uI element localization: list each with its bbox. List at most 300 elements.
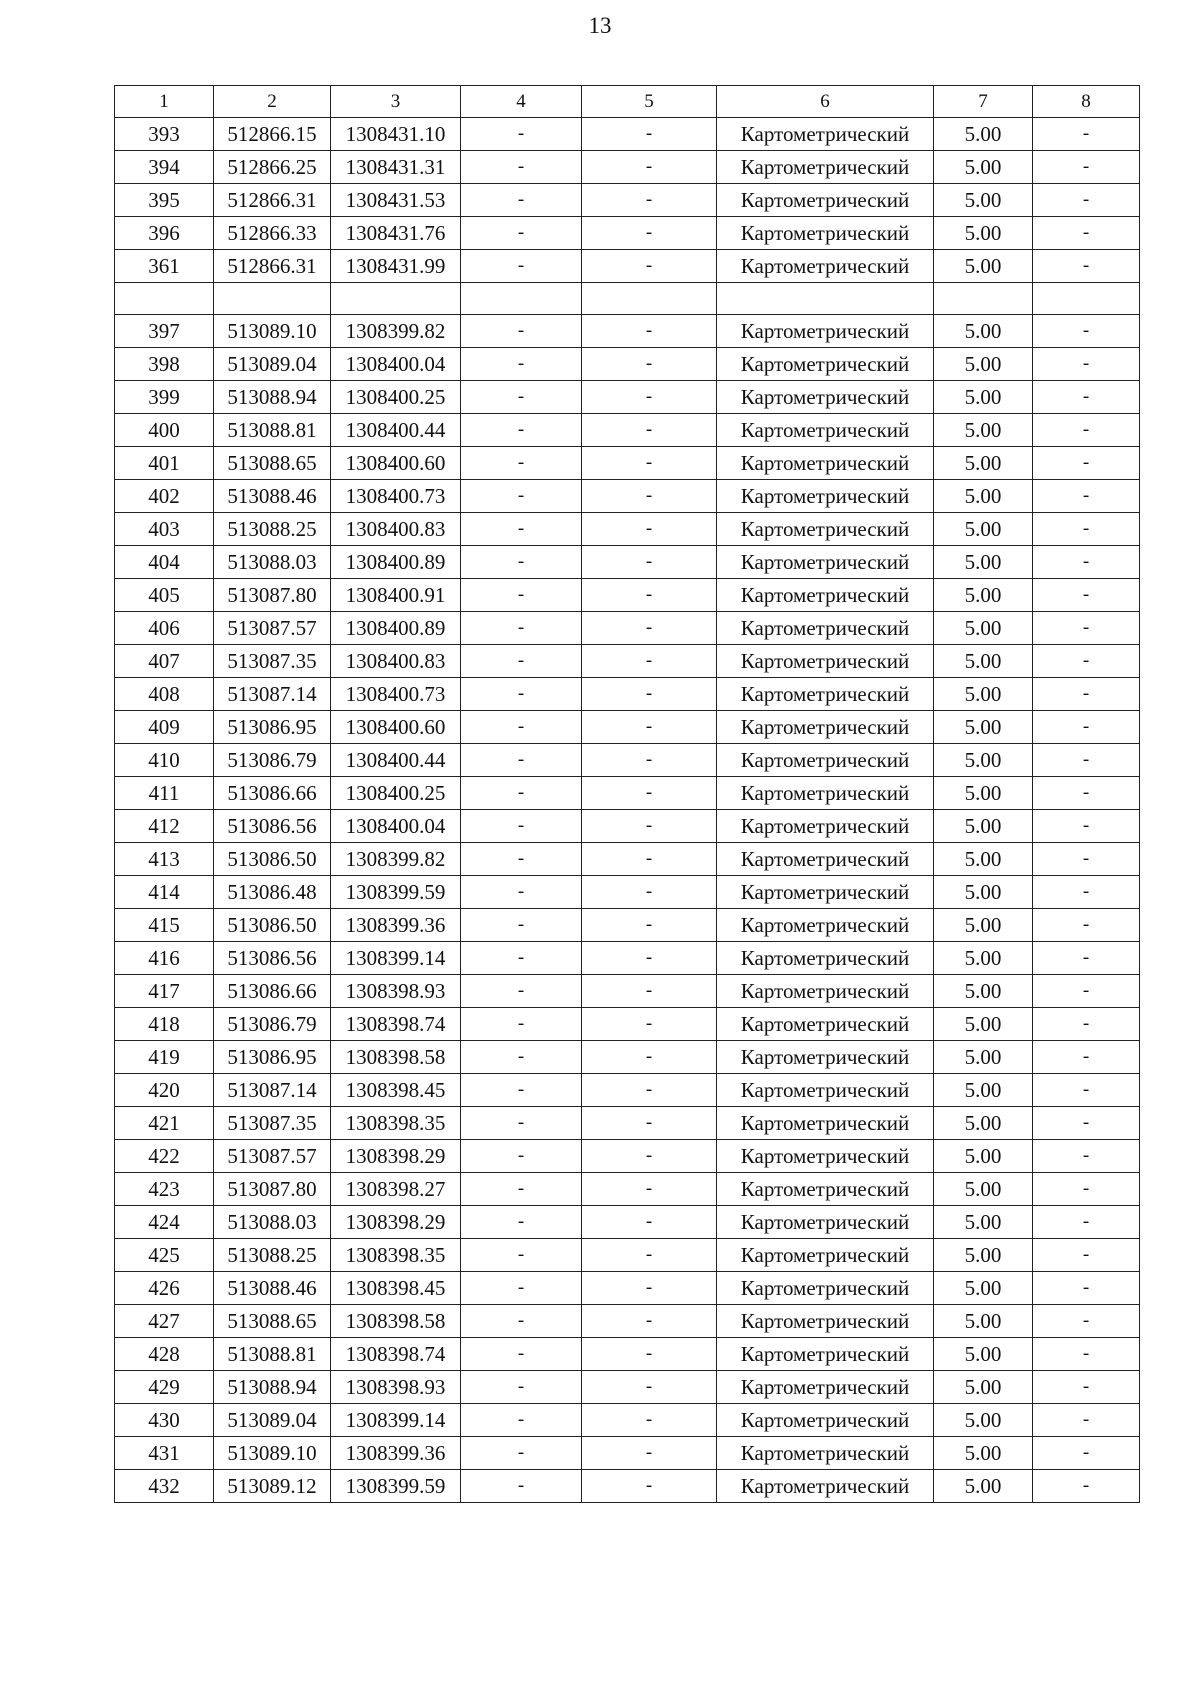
x-coordinate-cell: 512866.31 bbox=[214, 184, 331, 217]
col-8-cell: - bbox=[1033, 1008, 1140, 1041]
point-number-cell: 361 bbox=[115, 250, 214, 283]
col-4-cell: - bbox=[461, 876, 582, 909]
x-coordinate-cell: 513087.80 bbox=[214, 1173, 331, 1206]
x-coordinate-cell: 513086.66 bbox=[214, 975, 331, 1008]
col-4-cell bbox=[461, 283, 582, 315]
method-cell: Картометрический bbox=[717, 546, 934, 579]
col-5-cell: - bbox=[582, 711, 717, 744]
col-5-cell: - bbox=[582, 1305, 717, 1338]
col-4-cell: - bbox=[461, 711, 582, 744]
col-8-cell: - bbox=[1033, 414, 1140, 447]
point-number-cell: 431 bbox=[115, 1437, 214, 1470]
accuracy-cell: 5.00 bbox=[934, 876, 1033, 909]
x-coordinate-cell: 513086.50 bbox=[214, 843, 331, 876]
point-number-cell: 422 bbox=[115, 1140, 214, 1173]
col-5-cell: - bbox=[582, 1470, 717, 1503]
accuracy-cell: 5.00 bbox=[934, 1008, 1033, 1041]
y-coordinate-cell: 1308398.35 bbox=[331, 1107, 461, 1140]
method-cell: Картометрический bbox=[717, 447, 934, 480]
y-coordinate-cell: 1308398.58 bbox=[331, 1305, 461, 1338]
x-coordinate-cell: 513088.25 bbox=[214, 1239, 331, 1272]
col-5-cell bbox=[582, 283, 717, 315]
accuracy-cell: 5.00 bbox=[934, 1107, 1033, 1140]
col-5-cell: - bbox=[582, 348, 717, 381]
accuracy-cell: 5.00 bbox=[934, 414, 1033, 447]
method-cell: Картометрический bbox=[717, 1140, 934, 1173]
point-number-cell: 430 bbox=[115, 1404, 214, 1437]
accuracy-cell: 5.00 bbox=[934, 480, 1033, 513]
col-4-cell: - bbox=[461, 612, 582, 645]
x-coordinate-cell: 513086.95 bbox=[214, 711, 331, 744]
col-8-cell: - bbox=[1033, 447, 1140, 480]
method-cell: Картометрический bbox=[717, 612, 934, 645]
method-cell: Картометрический bbox=[717, 1272, 934, 1305]
point-number-cell: 403 bbox=[115, 513, 214, 546]
column-header: 3 bbox=[331, 86, 461, 118]
x-coordinate-cell: 513089.12 bbox=[214, 1470, 331, 1503]
x-coordinate-cell: 513086.66 bbox=[214, 777, 331, 810]
col-8-cell: - bbox=[1033, 1041, 1140, 1074]
point-number-cell: 393 bbox=[115, 118, 214, 151]
method-cell: Картометрический bbox=[717, 678, 934, 711]
table-row bbox=[115, 579, 1140, 612]
col-8-cell: - bbox=[1033, 381, 1140, 414]
accuracy-cell: 5.00 bbox=[934, 1173, 1033, 1206]
y-coordinate-cell: 1308431.31 bbox=[331, 151, 461, 184]
point-number-cell: 424 bbox=[115, 1206, 214, 1239]
y-coordinate-cell: 1308431.99 bbox=[331, 250, 461, 283]
method-cell: Картометрический bbox=[717, 184, 934, 217]
col-4-cell: - bbox=[461, 217, 582, 250]
point-number-cell: 406 bbox=[115, 612, 214, 645]
table-row bbox=[115, 909, 1140, 942]
accuracy-cell: 5.00 bbox=[934, 118, 1033, 151]
col-5-cell: - bbox=[582, 1041, 717, 1074]
col-8-cell: - bbox=[1033, 217, 1140, 250]
point-number-cell: 421 bbox=[115, 1107, 214, 1140]
point-number-cell: 409 bbox=[115, 711, 214, 744]
x-coordinate-cell: 513087.14 bbox=[214, 678, 331, 711]
y-coordinate-cell: 1308400.73 bbox=[331, 480, 461, 513]
col-5-cell: - bbox=[582, 744, 717, 777]
col-8-cell: - bbox=[1033, 315, 1140, 348]
y-coordinate-cell: 1308398.58 bbox=[331, 1041, 461, 1074]
col-4-cell: - bbox=[461, 1338, 582, 1371]
method-cell: Картометрический bbox=[717, 843, 934, 876]
col-5-cell: - bbox=[582, 1371, 717, 1404]
col-5-cell: - bbox=[582, 1272, 717, 1305]
table-row bbox=[115, 414, 1140, 447]
col-4-cell: - bbox=[461, 381, 582, 414]
col-8-cell: - bbox=[1033, 645, 1140, 678]
accuracy-cell bbox=[934, 283, 1033, 315]
method-cell: Картометрический bbox=[717, 1107, 934, 1140]
col-4-cell: - bbox=[461, 777, 582, 810]
accuracy-cell: 5.00 bbox=[934, 1074, 1033, 1107]
table-row bbox=[115, 843, 1140, 876]
y-coordinate-cell: 1308398.29 bbox=[331, 1140, 461, 1173]
col-8-cell: - bbox=[1033, 1437, 1140, 1470]
x-coordinate-cell: 513086.95 bbox=[214, 1041, 331, 1074]
accuracy-cell: 5.00 bbox=[934, 151, 1033, 184]
col-4-cell: - bbox=[461, 942, 582, 975]
x-coordinate-cell: 513086.79 bbox=[214, 744, 331, 777]
col-5-cell: - bbox=[582, 579, 717, 612]
method-cell: Картометрический bbox=[717, 1239, 934, 1272]
y-coordinate-cell: 1308399.59 bbox=[331, 876, 461, 909]
y-coordinate-cell: 1308400.04 bbox=[331, 810, 461, 843]
y-coordinate-cell: 1308400.25 bbox=[331, 381, 461, 414]
col-5-cell: - bbox=[582, 1206, 717, 1239]
y-coordinate-cell: 1308398.93 bbox=[331, 975, 461, 1008]
table-row bbox=[115, 1305, 1140, 1338]
col-4-cell: - bbox=[461, 645, 582, 678]
table-row bbox=[115, 217, 1140, 250]
table-row bbox=[115, 1140, 1140, 1173]
col-8-cell: - bbox=[1033, 151, 1140, 184]
point-number-cell: 397 bbox=[115, 315, 214, 348]
col-4-cell: - bbox=[461, 1239, 582, 1272]
col-5-cell: - bbox=[582, 876, 717, 909]
col-4-cell: - bbox=[461, 1371, 582, 1404]
method-cell: Картометрический bbox=[717, 480, 934, 513]
col-5-cell: - bbox=[582, 414, 717, 447]
col-5-cell: - bbox=[582, 1437, 717, 1470]
point-number-cell: 410 bbox=[115, 744, 214, 777]
method-cell: Картометрический bbox=[717, 711, 934, 744]
col-4-cell: - bbox=[461, 1041, 582, 1074]
col-8-cell: - bbox=[1033, 1338, 1140, 1371]
table-row bbox=[115, 1338, 1140, 1371]
table-row bbox=[115, 348, 1140, 381]
col-5-cell: - bbox=[582, 678, 717, 711]
table-row bbox=[115, 250, 1140, 283]
point-number-cell: 429 bbox=[115, 1371, 214, 1404]
point-number-cell: 396 bbox=[115, 217, 214, 250]
x-coordinate-cell: 513088.03 bbox=[214, 546, 331, 579]
table-row bbox=[115, 810, 1140, 843]
point-number-cell bbox=[115, 283, 214, 315]
table-row bbox=[115, 1107, 1140, 1140]
x-coordinate-cell: 513089.10 bbox=[214, 315, 331, 348]
col-4-cell: - bbox=[461, 1173, 582, 1206]
method-cell: Картометрический bbox=[717, 810, 934, 843]
table-row bbox=[115, 480, 1140, 513]
y-coordinate-cell: 1308400.44 bbox=[331, 744, 461, 777]
col-4-cell: - bbox=[461, 414, 582, 447]
col-8-cell: - bbox=[1033, 480, 1140, 513]
col-4-cell: - bbox=[461, 546, 582, 579]
y-coordinate-cell: 1308398.74 bbox=[331, 1338, 461, 1371]
accuracy-cell: 5.00 bbox=[934, 1041, 1033, 1074]
accuracy-cell: 5.00 bbox=[934, 1140, 1033, 1173]
y-coordinate-cell bbox=[331, 283, 461, 315]
col-8-cell: - bbox=[1033, 1206, 1140, 1239]
table-row bbox=[115, 975, 1140, 1008]
col-8-cell: - bbox=[1033, 876, 1140, 909]
accuracy-cell: 5.00 bbox=[934, 612, 1033, 645]
col-5-cell: - bbox=[582, 843, 717, 876]
point-number-cell: 404 bbox=[115, 546, 214, 579]
point-number-cell: 425 bbox=[115, 1239, 214, 1272]
point-number-cell: 394 bbox=[115, 151, 214, 184]
col-4-cell: - bbox=[461, 975, 582, 1008]
col-5-cell: - bbox=[582, 1338, 717, 1371]
col-4-cell: - bbox=[461, 184, 582, 217]
table-row bbox=[115, 678, 1140, 711]
col-4-cell: - bbox=[461, 1404, 582, 1437]
table-row bbox=[115, 876, 1140, 909]
table-row bbox=[115, 315, 1140, 348]
col-4-cell: - bbox=[461, 1437, 582, 1470]
x-coordinate-cell: 513087.57 bbox=[214, 1140, 331, 1173]
table-row bbox=[115, 513, 1140, 546]
col-4-cell: - bbox=[461, 678, 582, 711]
table-row bbox=[115, 1371, 1140, 1404]
col-8-cell: - bbox=[1033, 711, 1140, 744]
x-coordinate-cell: 513086.50 bbox=[214, 909, 331, 942]
coordinates-table bbox=[114, 85, 1140, 1503]
x-coordinate-cell: 513086.48 bbox=[214, 876, 331, 909]
accuracy-cell: 5.00 bbox=[934, 777, 1033, 810]
column-header: 2 bbox=[214, 86, 331, 118]
method-cell: Картометрический bbox=[717, 645, 934, 678]
col-8-cell: - bbox=[1033, 546, 1140, 579]
col-8-cell: - bbox=[1033, 810, 1140, 843]
column-header: 5 bbox=[582, 86, 717, 118]
x-coordinate-cell: 513086.56 bbox=[214, 942, 331, 975]
col-5-cell: - bbox=[582, 975, 717, 1008]
point-number-cell: 420 bbox=[115, 1074, 214, 1107]
y-coordinate-cell: 1308431.76 bbox=[331, 217, 461, 250]
col-5-cell: - bbox=[582, 546, 717, 579]
y-coordinate-cell: 1308399.82 bbox=[331, 843, 461, 876]
point-number-cell: 416 bbox=[115, 942, 214, 975]
y-coordinate-cell: 1308399.36 bbox=[331, 909, 461, 942]
col-4-cell: - bbox=[461, 1074, 582, 1107]
y-coordinate-cell: 1308399.14 bbox=[331, 1404, 461, 1437]
x-coordinate-cell: 513088.46 bbox=[214, 480, 331, 513]
y-coordinate-cell: 1308400.89 bbox=[331, 546, 461, 579]
x-coordinate-cell: 513088.94 bbox=[214, 381, 331, 414]
method-cell: Картометрический bbox=[717, 414, 934, 447]
accuracy-cell: 5.00 bbox=[934, 1437, 1033, 1470]
y-coordinate-cell: 1308400.25 bbox=[331, 777, 461, 810]
col-4-cell: - bbox=[461, 579, 582, 612]
col-8-cell: - bbox=[1033, 118, 1140, 151]
accuracy-cell: 5.00 bbox=[934, 513, 1033, 546]
accuracy-cell: 5.00 bbox=[934, 744, 1033, 777]
col-4-cell: - bbox=[461, 118, 582, 151]
col-4-cell: - bbox=[461, 744, 582, 777]
method-cell: Картометрический bbox=[717, 876, 934, 909]
col-8-cell: - bbox=[1033, 975, 1140, 1008]
column-header: 4 bbox=[461, 86, 582, 118]
y-coordinate-cell: 1308399.82 bbox=[331, 315, 461, 348]
accuracy-cell: 5.00 bbox=[934, 711, 1033, 744]
accuracy-cell: 5.00 bbox=[934, 217, 1033, 250]
table-row bbox=[115, 546, 1140, 579]
method-cell: Картометрический bbox=[717, 1470, 934, 1503]
accuracy-cell: 5.00 bbox=[934, 184, 1033, 217]
accuracy-cell: 5.00 bbox=[934, 315, 1033, 348]
point-number-cell: 415 bbox=[115, 909, 214, 942]
col-4-cell: - bbox=[461, 1305, 582, 1338]
method-cell: Картометрический bbox=[717, 1173, 934, 1206]
x-coordinate-cell: 513089.10 bbox=[214, 1437, 331, 1470]
col-5-cell: - bbox=[582, 151, 717, 184]
column-header: 6 bbox=[717, 86, 934, 118]
accuracy-cell: 5.00 bbox=[934, 678, 1033, 711]
col-8-cell: - bbox=[1033, 1371, 1140, 1404]
col-8-cell: - bbox=[1033, 1239, 1140, 1272]
table-row bbox=[115, 151, 1140, 184]
x-coordinate-cell: 513087.80 bbox=[214, 579, 331, 612]
point-number-cell: 418 bbox=[115, 1008, 214, 1041]
col-5-cell: - bbox=[582, 1008, 717, 1041]
y-coordinate-cell: 1308398.45 bbox=[331, 1074, 461, 1107]
table-row bbox=[115, 1239, 1140, 1272]
col-8-cell: - bbox=[1033, 678, 1140, 711]
y-coordinate-cell: 1308399.36 bbox=[331, 1437, 461, 1470]
table-header-row bbox=[115, 86, 1140, 118]
method-cell: Картометрический bbox=[717, 1074, 934, 1107]
col-8-cell: - bbox=[1033, 250, 1140, 283]
col-5-cell: - bbox=[582, 942, 717, 975]
x-coordinate-cell: 513088.94 bbox=[214, 1371, 331, 1404]
col-5-cell: - bbox=[582, 645, 717, 678]
table-row bbox=[115, 1041, 1140, 1074]
col-5-cell: - bbox=[582, 184, 717, 217]
method-cell: Картометрический bbox=[717, 1371, 934, 1404]
point-number-cell: 428 bbox=[115, 1338, 214, 1371]
col-5-cell: - bbox=[582, 909, 717, 942]
x-coordinate-cell: 513088.65 bbox=[214, 447, 331, 480]
page-number: 13 bbox=[588, 13, 612, 38]
x-coordinate-cell: 513086.79 bbox=[214, 1008, 331, 1041]
col-5-cell: - bbox=[582, 118, 717, 151]
col-8-cell: - bbox=[1033, 1140, 1140, 1173]
col-5-cell: - bbox=[582, 315, 717, 348]
method-cell: Картометрический bbox=[717, 1404, 934, 1437]
col-4-cell: - bbox=[461, 447, 582, 480]
accuracy-cell: 5.00 bbox=[934, 381, 1033, 414]
accuracy-cell: 5.00 bbox=[934, 1371, 1033, 1404]
point-number-cell: 399 bbox=[115, 381, 214, 414]
col-8-cell: - bbox=[1033, 1074, 1140, 1107]
x-coordinate-cell: 513088.03 bbox=[214, 1206, 331, 1239]
x-coordinate-cell: 513086.56 bbox=[214, 810, 331, 843]
method-cell: Картометрический bbox=[717, 151, 934, 184]
accuracy-cell: 5.00 bbox=[934, 645, 1033, 678]
x-coordinate-cell: 513088.81 bbox=[214, 414, 331, 447]
method-cell: Картометрический bbox=[717, 1008, 934, 1041]
point-number-cell: 395 bbox=[115, 184, 214, 217]
col-8-cell: - bbox=[1033, 777, 1140, 810]
table-row bbox=[115, 1206, 1140, 1239]
method-cell: Картометрический bbox=[717, 909, 934, 942]
y-coordinate-cell: 1308398.74 bbox=[331, 1008, 461, 1041]
method-cell: Картометрический bbox=[717, 1305, 934, 1338]
y-coordinate-cell: 1308400.89 bbox=[331, 612, 461, 645]
col-8-cell: - bbox=[1033, 909, 1140, 942]
x-coordinate-cell: 512866.31 bbox=[214, 250, 331, 283]
x-coordinate-cell: 513087.35 bbox=[214, 1107, 331, 1140]
col-8-cell: - bbox=[1033, 1404, 1140, 1437]
col-8-cell: - bbox=[1033, 579, 1140, 612]
y-coordinate-cell: 1308400.04 bbox=[331, 348, 461, 381]
y-coordinate-cell: 1308398.93 bbox=[331, 1371, 461, 1404]
accuracy-cell: 5.00 bbox=[934, 1239, 1033, 1272]
point-number-cell: 414 bbox=[115, 876, 214, 909]
accuracy-cell: 5.00 bbox=[934, 942, 1033, 975]
accuracy-cell: 5.00 bbox=[934, 579, 1033, 612]
col-4-cell: - bbox=[461, 1272, 582, 1305]
col-5-cell: - bbox=[582, 777, 717, 810]
accuracy-cell: 5.00 bbox=[934, 250, 1033, 283]
accuracy-cell: 5.00 bbox=[934, 546, 1033, 579]
method-cell: Картометрический bbox=[717, 381, 934, 414]
point-number-cell: 411 bbox=[115, 777, 214, 810]
col-4-cell: - bbox=[461, 250, 582, 283]
table-row bbox=[115, 942, 1140, 975]
accuracy-cell: 5.00 bbox=[934, 1272, 1033, 1305]
column-header: 7 bbox=[934, 86, 1033, 118]
table-row bbox=[115, 118, 1140, 151]
x-coordinate-cell: 513087.35 bbox=[214, 645, 331, 678]
col-8-cell: - bbox=[1033, 348, 1140, 381]
x-coordinate-cell: 513087.57 bbox=[214, 612, 331, 645]
col-8-cell: - bbox=[1033, 744, 1140, 777]
column-header: 8 bbox=[1033, 86, 1140, 118]
table-row bbox=[115, 1272, 1140, 1305]
table-row bbox=[115, 777, 1140, 810]
point-number-cell: 398 bbox=[115, 348, 214, 381]
col-5-cell: - bbox=[582, 447, 717, 480]
col-4-cell: - bbox=[461, 1140, 582, 1173]
col-8-cell: - bbox=[1033, 1470, 1140, 1503]
point-number-cell: 407 bbox=[115, 645, 214, 678]
point-number-cell: 408 bbox=[115, 678, 214, 711]
col-8-cell: - bbox=[1033, 942, 1140, 975]
method-cell: Картометрический bbox=[717, 118, 934, 151]
col-5-cell: - bbox=[582, 1173, 717, 1206]
method-cell: Картометрический bbox=[717, 1041, 934, 1074]
table-row bbox=[115, 1437, 1140, 1470]
accuracy-cell: 5.00 bbox=[934, 1404, 1033, 1437]
col-4-cell: - bbox=[461, 513, 582, 546]
point-number-cell: 413 bbox=[115, 843, 214, 876]
col-4-cell: - bbox=[461, 1008, 582, 1041]
method-cell: Картометрический bbox=[717, 1338, 934, 1371]
col-8-cell: - bbox=[1033, 1107, 1140, 1140]
point-number-cell: 417 bbox=[115, 975, 214, 1008]
col-8-cell: - bbox=[1033, 184, 1140, 217]
x-coordinate-cell: 513087.14 bbox=[214, 1074, 331, 1107]
accuracy-cell: 5.00 bbox=[934, 843, 1033, 876]
y-coordinate-cell: 1308400.60 bbox=[331, 447, 461, 480]
col-8-cell: - bbox=[1033, 513, 1140, 546]
col-5-cell: - bbox=[582, 1140, 717, 1173]
x-coordinate-cell: 512866.25 bbox=[214, 151, 331, 184]
y-coordinate-cell: 1308399.14 bbox=[331, 942, 461, 975]
col-5-cell: - bbox=[582, 1107, 717, 1140]
point-number-cell: 423 bbox=[115, 1173, 214, 1206]
col-5-cell: - bbox=[582, 1074, 717, 1107]
point-number-cell: 401 bbox=[115, 447, 214, 480]
point-number-cell: 432 bbox=[115, 1470, 214, 1503]
point-number-cell: 412 bbox=[115, 810, 214, 843]
